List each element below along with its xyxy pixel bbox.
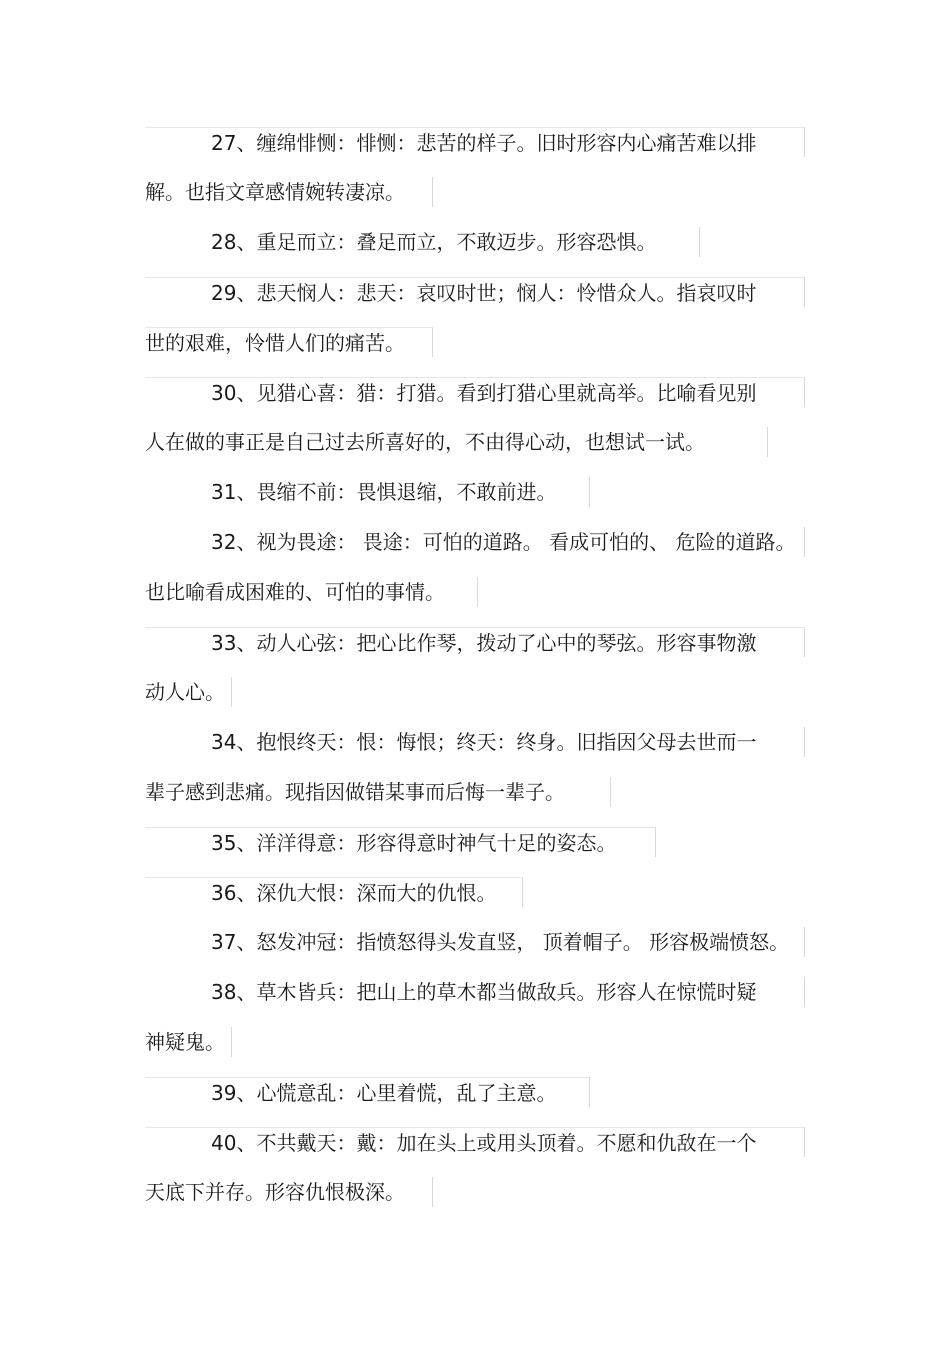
entry-37-line-1: 37、怒发冲冠：指愤怒得头发直竖， 顶着帽子。 形容极端愤怒。 <box>145 927 805 957</box>
entry-31-line-1: 31、畏缩不前：畏惧退缩，不敢前进。 <box>145 477 590 507</box>
entry-30-line-2: 人在做的事正是自己过去所喜好的，不由得心动，也想试一试。 <box>145 427 768 457</box>
entry-27-line-2: 解。也指文章感情婉转凄凉。 <box>145 177 433 207</box>
entry-32-line-2: 也比喻看成困难的、可怕的事情。 <box>145 577 478 607</box>
entry-28-line-1: 28、重足而立：叠足而立，不敢迈步。形容恐惧。 <box>145 227 700 257</box>
entry-38-line-2: 神疑鬼。 <box>145 1027 232 1057</box>
entry-29-line-1: 29、悲天悯人：悲天：哀叹时世；悯人：怜惜众人。指哀叹时 <box>145 277 805 307</box>
entry-29-line-2: 世的艰难，怜惜人们的痛苦。 <box>145 327 433 357</box>
entry-34-line-1: 34、抱恨终天：恨：悔恨；终天：终身。旧指因父母去世而一 <box>145 727 805 757</box>
entry-36-line-1: 36、深仇大恨：深而大的仇恨。 <box>145 877 523 907</box>
entry-38-line-1: 38、草木皆兵：把山上的草木都当做敌兵。形容人在惊慌时疑 <box>145 977 805 1007</box>
entry-33-line-1: 33、动人心弦：把心比作琴，拨动了心中的琴弦。形容事物激 <box>145 627 805 657</box>
entry-34-line-2: 辈子感到悲痛。现指因做错某事而后悔一辈子。 <box>145 777 611 807</box>
entry-32-line-1: 32、视为畏途： 畏途：可怕的道路。 看成可怕的、 危险的道路。 <box>145 527 805 557</box>
entry-30-line-1: 30、见猎心喜：猎：打猎。看到打猎心里就高举。比喻看见别 <box>145 377 805 407</box>
entry-35-line-1: 35、洋洋得意：形容得意时神气十足的姿态。 <box>145 827 656 857</box>
entry-27-line-1: 27、缠绵悱恻：悱恻：悲苦的样子。旧时形容内心痛苦难以排 <box>145 127 805 157</box>
entry-40-line-2: 天底下并存。形容仇恨极深。 <box>145 1177 433 1207</box>
entry-33-line-2: 动人心。 <box>145 677 232 707</box>
entry-39-line-1: 39、心慌意乱：心里着慌，乱了主意。 <box>145 1077 590 1107</box>
entry-40-line-1: 40、不共戴天：戴：加在头上或用头顶着。不愿和仇敌在一个 <box>145 1127 805 1157</box>
